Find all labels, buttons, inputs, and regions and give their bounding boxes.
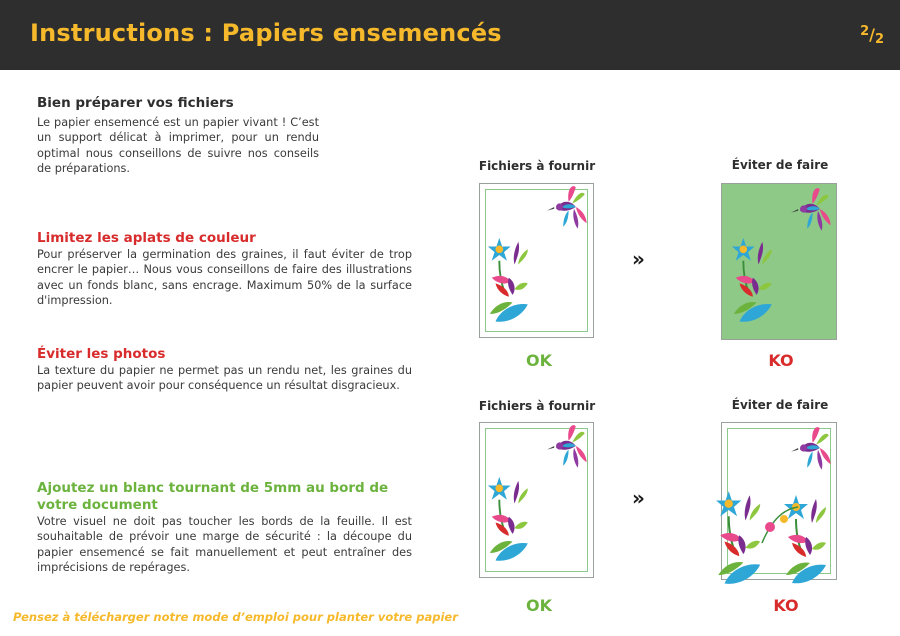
row1-bad-example bbox=[721, 183, 837, 340]
page-header bbox=[0, 0, 900, 70]
page-title: Instructions : Papiers ensemencés bbox=[30, 19, 502, 47]
section-margin bbox=[37, 480, 412, 576]
flower-illustration bbox=[480, 184, 595, 339]
row1-good-example bbox=[479, 183, 594, 338]
section-prepare bbox=[37, 95, 319, 177]
comparison-arrow: » bbox=[632, 486, 645, 510]
flower-illustration-flooded bbox=[722, 184, 838, 341]
section-aplats bbox=[37, 230, 412, 309]
row1-left-label: Fichiers à fournir bbox=[478, 159, 596, 173]
download-guide-note: Pensez à télécharger notre mode d’emploi pour planter votre papier bbox=[13, 610, 458, 624]
page-number: $^2/_2$ bbox=[860, 24, 884, 47]
row1-right-label: Éviter de faire bbox=[731, 158, 829, 172]
page-total: 2 bbox=[874, 32, 884, 47]
row2-right-label: Éviter de faire bbox=[731, 398, 829, 412]
section-aplats-text: Pour préserver la germination des graines, il faut éviter de trop encrer le papier… Nous vous conseillons de faire des illustrations avec un fonds blanc, sans encrage. Maximum 50% de la surface d'impression. bbox=[37, 248, 412, 308]
section-photos-text: La texture du papier ne permet pas un rendu net, les graines du papier peuvent avoir pour conséquence un résultat disgracieux. bbox=[37, 364, 412, 393]
section-prepare-text: Le papier ensemencé est un papier vivant ! C’est un support délicat à imprimer, pour un rendu optimal nous conseillons de suivre nos conseils de préparations. bbox=[37, 116, 319, 176]
flower-illustration-bleeding bbox=[722, 423, 838, 581]
section-photos bbox=[37, 346, 412, 394]
row2-bad-example bbox=[721, 422, 837, 580]
row2-ok-label: OK bbox=[526, 596, 552, 615]
row1-ko-label: KO bbox=[768, 351, 794, 370]
section-prepare-title: Bien préparer vos fichiers bbox=[37, 95, 234, 111]
comparison-arrow: » bbox=[632, 247, 645, 271]
row1-ok-label: OK bbox=[526, 351, 552, 370]
page-current: 2 bbox=[860, 24, 870, 39]
row2-ko-label: KO bbox=[773, 596, 799, 615]
flower-illustration bbox=[480, 423, 595, 579]
row2-left-label: Fichiers à fournir bbox=[478, 399, 596, 413]
section-aplats-title: Limitez les aplats de couleur bbox=[37, 230, 256, 246]
row2-good-example bbox=[479, 422, 594, 578]
section-photos-title: Éviter les photos bbox=[37, 346, 166, 362]
section-margin-text: Votre visuel ne doit pas toucher les bords de la feuille. Il est souhaitable de prévoir une marge de sécurité : la découpe du papier ensemencé se fait manuellement et peut entraîner des imprécisions de repérages. bbox=[37, 515, 412, 575]
section-margin-title: Ajoutez un blanc tournant de 5mm au bord de votre document bbox=[37, 480, 389, 513]
